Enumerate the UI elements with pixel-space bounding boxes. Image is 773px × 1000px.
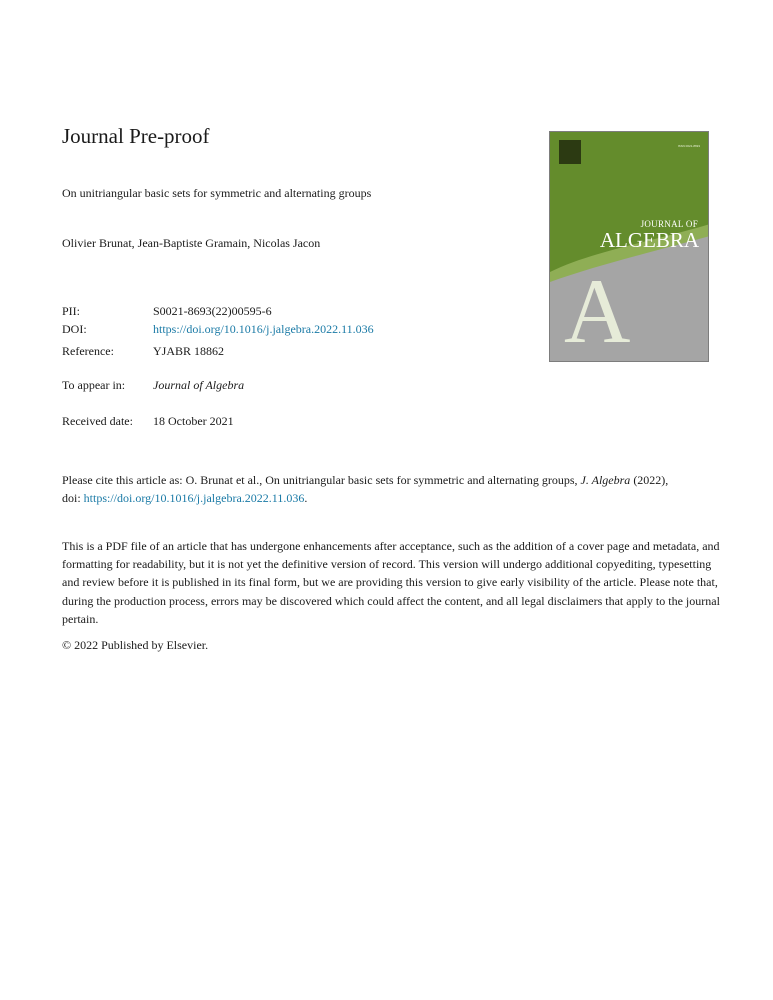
pii-value: S0021-8693(22)00595-6 — [153, 304, 272, 318]
received-value: 18 October 2021 — [153, 414, 234, 428]
disclaimer-paragraph: This is a PDF file of an article that has undergone enhancements after acceptance, such as the addition of a cover page and metadata, and formatting for readability, but it is not yet the definitive version of record. This version will undergo additional copyediting, typesetting and review before it is published in its final form, but we are providing this version to give early visibility of the article. Please note that, during the production process, errors may be discovered which could affect the content, and all legal disclaimers that apply to the journal pertain. — [62, 539, 720, 626]
cover-big-letter: A — [564, 260, 631, 362]
appear-value: Journal of Algebra — [153, 378, 245, 392]
doi-label: DOI: — [62, 322, 87, 336]
authors: Olivier Brunat, Jean-Baptiste Gramain, Nicolas Jacon — [62, 236, 321, 250]
pii-label: PII: — [62, 304, 80, 318]
copyright-notice: © 2022 Published by Elsevier. — [62, 638, 209, 652]
citation-doi-prefix: doi: — [62, 491, 84, 505]
cover-algebra: ALGEBRA — [599, 228, 699, 252]
citation-journal: J. Algebra — [580, 473, 631, 487]
journal-cover-image — [549, 131, 709, 362]
cover-issn: ISSN 0021-8693 — [677, 144, 700, 148]
reference-value: YJABR 18862 — [153, 344, 225, 358]
page-heading: Journal Pre-proof — [62, 124, 210, 148]
received-label: Received date: — [62, 414, 133, 428]
doi-link[interactable]: https://doi.org/10.1016/j.jalgebra.2022.11.036 — [153, 322, 374, 336]
elsevier-tree-logo — [559, 140, 581, 164]
citation-year: (2022), — [630, 473, 669, 487]
citation-suffix: . — [304, 491, 308, 505]
citation-prefix: Please cite this article as: O. Brunat et al., On unitriangular basic sets for symmetric and alternating groups, — [62, 473, 581, 487]
citation-doi-link[interactable]: https://doi.org/10.1016/j.jalgebra.2022.11.036 — [83, 491, 305, 505]
citation-text — [62, 471, 722, 507]
cover-journal-of: JOURNAL OF — [640, 219, 698, 229]
article-title: On unitriangular basic sets for symmetric and alternating groups — [62, 186, 372, 200]
reference-label: Reference: — [62, 344, 114, 358]
appear-label: To appear in: — [62, 378, 126, 392]
